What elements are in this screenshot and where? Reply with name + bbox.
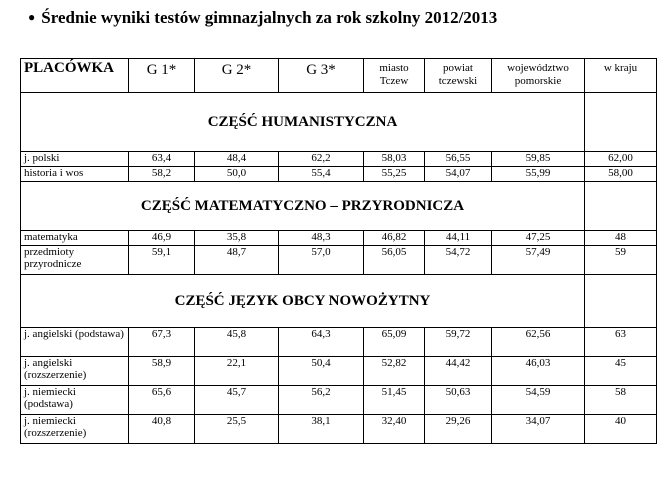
row-label: j. polski bbox=[21, 152, 129, 167]
value-cell: 45,8 bbox=[195, 328, 279, 357]
value-cell: 58 bbox=[585, 386, 657, 415]
value-cell: 67,3 bbox=[129, 328, 195, 357]
header-row bbox=[21, 59, 657, 93]
value-cell: 57,0 bbox=[279, 246, 364, 275]
value-cell: 51,45 bbox=[364, 386, 425, 415]
value-cell: 22,1 bbox=[195, 357, 279, 386]
value-cell: 56,05 bbox=[364, 246, 425, 275]
table-row bbox=[21, 246, 657, 275]
section-title: CZĘŚĆ MATEMATYCZNO – PRZYRODNICZA bbox=[21, 182, 585, 231]
value-cell: 44,42 bbox=[425, 357, 492, 386]
value-cell: 40 bbox=[585, 415, 657, 444]
section-blank-cell bbox=[585, 93, 657, 152]
section-title: CZĘŚĆ HUMANISTYCZNA bbox=[21, 93, 585, 152]
value-cell: 48,3 bbox=[279, 231, 364, 246]
value-cell: 55,25 bbox=[364, 167, 425, 182]
row-label: j. angielski (rozszerzenie) bbox=[21, 357, 129, 386]
table-row bbox=[21, 415, 657, 444]
value-cell: 47,25 bbox=[492, 231, 585, 246]
value-cell: 35,8 bbox=[195, 231, 279, 246]
value-cell: 58,00 bbox=[585, 167, 657, 182]
row-label: j. niemiecki (podstawa) bbox=[21, 386, 129, 415]
value-cell: 63 bbox=[585, 328, 657, 357]
document-title bbox=[28, 8, 497, 28]
title-text: Średnie wyniki testów gimnazjalnych za rok szkolny 2012/2013 bbox=[41, 8, 498, 27]
value-cell: 29,26 bbox=[425, 415, 492, 444]
row-label: matematyka bbox=[21, 231, 129, 246]
section-row bbox=[21, 275, 657, 328]
value-cell: 54,59 bbox=[492, 386, 585, 415]
value-cell: 52,82 bbox=[364, 357, 425, 386]
header-cell: G 2* bbox=[195, 59, 279, 93]
table-body bbox=[21, 59, 657, 444]
value-cell: 57,49 bbox=[492, 246, 585, 275]
results-table bbox=[20, 58, 657, 444]
table-row bbox=[21, 357, 657, 386]
value-cell: 38,1 bbox=[279, 415, 364, 444]
row-label: j. niemiecki (rozszerzenie) bbox=[21, 415, 129, 444]
value-cell: 58,2 bbox=[129, 167, 195, 182]
section-blank-cell bbox=[585, 275, 657, 328]
value-cell: 59,1 bbox=[129, 246, 195, 275]
header-cell: G 1* bbox=[129, 59, 195, 93]
row-label: j. angielski (podstawa) bbox=[21, 328, 129, 357]
value-cell: 54,72 bbox=[425, 246, 492, 275]
value-cell: 48,7 bbox=[195, 246, 279, 275]
header-cell: G 3* bbox=[279, 59, 364, 93]
value-cell: 40,8 bbox=[129, 415, 195, 444]
row-label: historia i wos bbox=[21, 167, 129, 182]
value-cell: 56,55 bbox=[425, 152, 492, 167]
table-row bbox=[21, 386, 657, 415]
value-cell: 25,5 bbox=[195, 415, 279, 444]
value-cell: 58,9 bbox=[129, 357, 195, 386]
value-cell: 55,4 bbox=[279, 167, 364, 182]
header-cell: miasto Tczew bbox=[364, 59, 425, 93]
value-cell: 59,72 bbox=[425, 328, 492, 357]
header-cell: PLACÓWKA bbox=[21, 59, 129, 93]
value-cell: 65,6 bbox=[129, 386, 195, 415]
table-row bbox=[21, 231, 657, 246]
table-row bbox=[21, 152, 657, 167]
value-cell: 58,03 bbox=[364, 152, 425, 167]
value-cell: 50,0 bbox=[195, 167, 279, 182]
table-row bbox=[21, 328, 657, 357]
section-row bbox=[21, 182, 657, 231]
value-cell: 46,03 bbox=[492, 357, 585, 386]
value-cell: 46,82 bbox=[364, 231, 425, 246]
header-cell: w kraju bbox=[585, 59, 657, 93]
value-cell: 50,63 bbox=[425, 386, 492, 415]
value-cell: 63,4 bbox=[129, 152, 195, 167]
value-cell: 48,4 bbox=[195, 152, 279, 167]
table-row bbox=[21, 167, 657, 182]
value-cell: 46,9 bbox=[129, 231, 195, 246]
value-cell: 34,07 bbox=[492, 415, 585, 444]
value-cell: 48 bbox=[585, 231, 657, 246]
bullet-icon: ● bbox=[28, 10, 36, 24]
header-cell: województwo pomorskie bbox=[492, 59, 585, 93]
value-cell: 50,4 bbox=[279, 357, 364, 386]
section-row bbox=[21, 93, 657, 152]
section-blank-cell bbox=[585, 182, 657, 231]
section-title: CZĘŚĆ JĘZYK OBCY NOWOŻYTNY bbox=[21, 275, 585, 328]
value-cell: 59 bbox=[585, 246, 657, 275]
value-cell: 62,56 bbox=[492, 328, 585, 357]
value-cell: 32,40 bbox=[364, 415, 425, 444]
value-cell: 59,85 bbox=[492, 152, 585, 167]
value-cell: 45 bbox=[585, 357, 657, 386]
value-cell: 55,99 bbox=[492, 167, 585, 182]
value-cell: 64,3 bbox=[279, 328, 364, 357]
value-cell: 62,00 bbox=[585, 152, 657, 167]
value-cell: 56,2 bbox=[279, 386, 364, 415]
value-cell: 65,09 bbox=[364, 328, 425, 357]
value-cell: 44,11 bbox=[425, 231, 492, 246]
header-cell: powiat tczewski bbox=[425, 59, 492, 93]
value-cell: 45,7 bbox=[195, 386, 279, 415]
value-cell: 54,07 bbox=[425, 167, 492, 182]
value-cell: 62,2 bbox=[279, 152, 364, 167]
row-label: przedmioty przyrodnicze bbox=[21, 246, 129, 275]
